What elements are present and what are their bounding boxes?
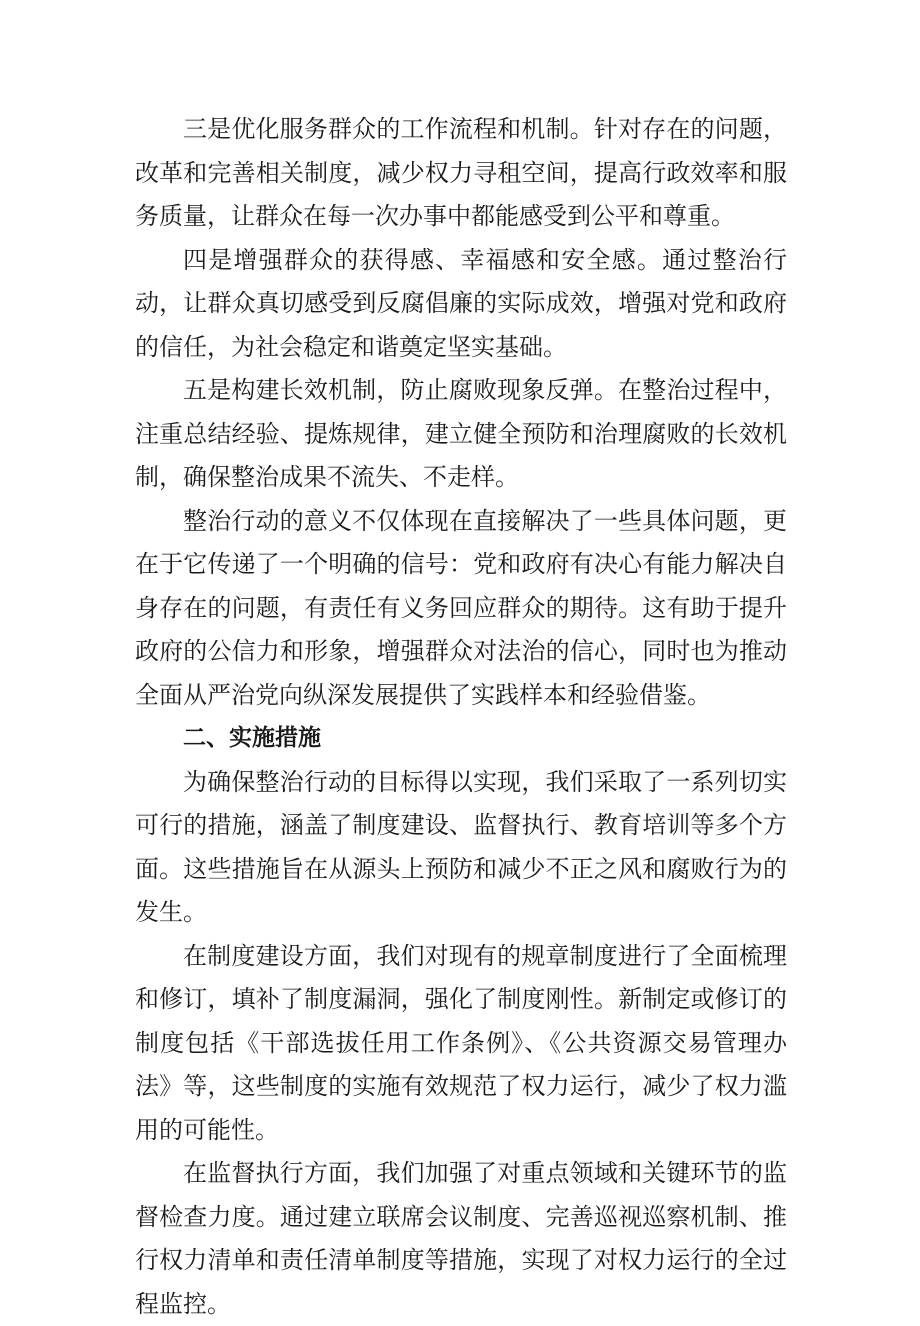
paragraph-institution-building: 在制度建设方面，我们对现有的规章制度进行了全面梳理和修订，填补了制度漏洞，强化了制度刚性。新制定或修订的制度包括《干部选拔任用工作条例》、《公共资源交易管理办法》等，这些制度的实施有效规范了权力运行，减少了权力滥用的可能性。: [135, 941, 787, 1144]
document-body: [135, 108, 787, 1326]
paragraph-supervision: 在监督执行方面，我们加强了对重点领域和关键环节的监督检查力度。通过建立联席会议制度、完善巡视巡察机制、推行权力清单和责任清单制度等措施，实现了对权力运行的全过程监控。: [135, 1159, 787, 1318]
paragraph-measures-intro: 为确保整治行动的目标得以实现，我们采取了一系列切实可行的措施，涵盖了制度建设、监督执行、教育培训等多个方面。这些措施旨在从源头上预防和减少不正之风和腐败行为的发生。: [135, 767, 787, 926]
section-heading: 二、实施措施: [183, 725, 321, 751]
paragraph-significance: 整治行动的意义不仅体现在直接解决了一些具体问题，更在于它传递了一个明确的信号：党和政府有决心有能力解决自身存在的问题，有责任有义务回应群众的期待。这有助于提升政府的公信力和形象，增强群众对法治的信心，同时也为推动全面从严治党向纵深发展提供了实践样本和经验借鉴。: [135, 506, 787, 709]
paragraph-item-3-optimize-service: 三是优化服务群众的工作流程和机制。针对存在的问题，改革和完善相关制度，减少权力寻租空间，提高行政效率和服务质量，让群众在每一次办事中都能感受到公平和尊重。: [135, 115, 787, 230]
paragraph-item-5-long-term-mechanism: 五是构建长效机制，防止腐败现象反弹。在整治过程中，注重总结经验、提炼规律，建立健全预防和治理腐败的长效机制，确保整治成果不流失、不走样。: [135, 376, 787, 491]
paragraph-item-4-enhance-sense: 四是增强群众的获得感、幸福感和安全感。通过整治行动，让群众真切感受到反腐倡廉的实际成效，增强对党和政府的信任，为社会稳定和谐奠定坚实基础。: [135, 245, 787, 361]
